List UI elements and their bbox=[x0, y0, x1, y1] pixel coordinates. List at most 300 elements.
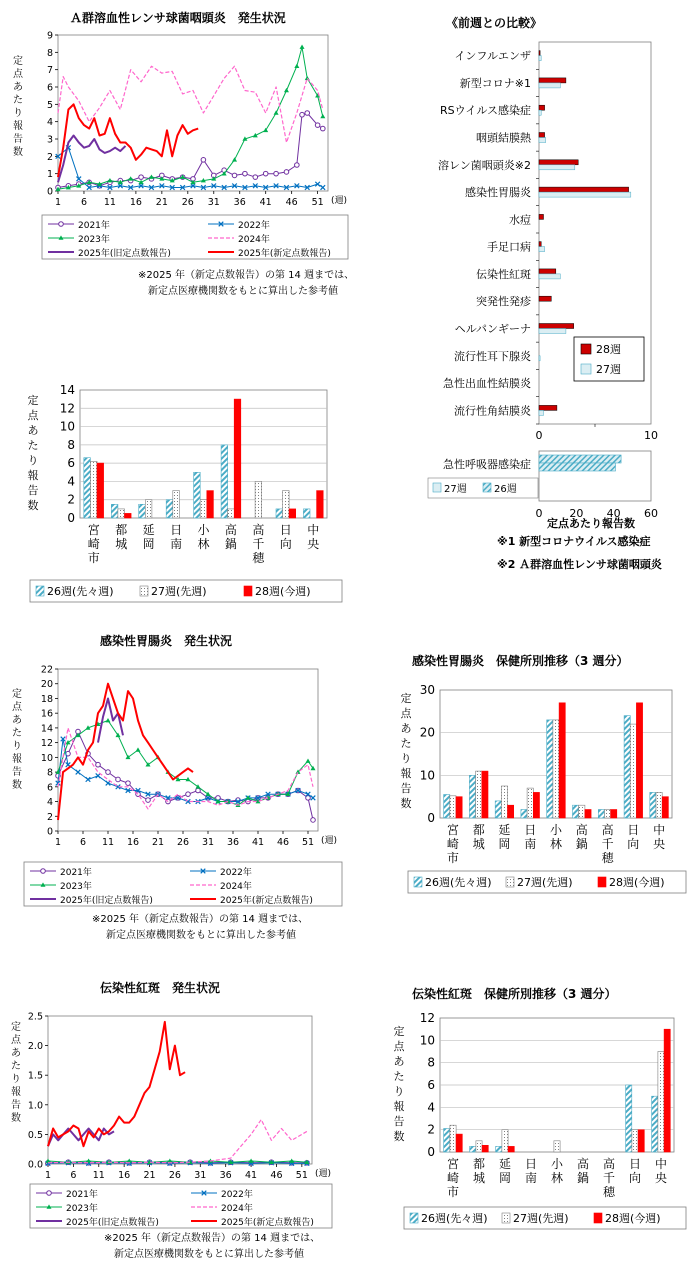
bar-3 bbox=[508, 1146, 514, 1152]
bar-27 bbox=[539, 329, 566, 334]
series-line-3 bbox=[58, 47, 323, 189]
y-axis-label-char: 数 bbox=[11, 1113, 21, 1124]
category-label-char: 延 bbox=[498, 823, 511, 837]
series-point-1 bbox=[186, 792, 191, 797]
bar-2 bbox=[502, 1130, 508, 1152]
x-tick-label: 16 bbox=[129, 197, 142, 208]
x-tick-label: 26 bbox=[181, 197, 194, 208]
legend-swatch bbox=[140, 586, 148, 596]
series-point-3 bbox=[294, 64, 299, 68]
disease-label: インフルエンザ bbox=[454, 49, 531, 63]
y-tick-label: 20 bbox=[419, 725, 435, 740]
bar-2 bbox=[579, 805, 585, 818]
ari-label: 急性呼吸器感染症 bbox=[443, 458, 531, 471]
legend-label: 28週(今週) bbox=[609, 876, 665, 889]
y-tick-label: 8 bbox=[46, 47, 53, 59]
bar-2 bbox=[200, 500, 207, 518]
bar-3 bbox=[97, 463, 104, 518]
bar-1 bbox=[521, 810, 527, 819]
x-axis-unit: (週) bbox=[321, 836, 338, 846]
category-label-char: 林 bbox=[549, 837, 563, 851]
bar-3 bbox=[289, 509, 296, 518]
x-tick-label: 40 bbox=[606, 507, 621, 520]
category-label-char: 日 bbox=[627, 823, 640, 837]
y-axis-label-char: 告 bbox=[400, 782, 412, 795]
y-axis-label-char: り bbox=[393, 1085, 405, 1098]
bar-3 bbox=[456, 797, 462, 818]
bar-2 bbox=[90, 461, 97, 518]
y-tick-label: 6 bbox=[67, 456, 75, 471]
legend-label: 2025年(旧定点数報告) bbox=[66, 1218, 159, 1228]
x-tick-label: 31 bbox=[194, 1170, 207, 1181]
y-axis-label-char: り bbox=[12, 741, 22, 752]
bar-1 bbox=[496, 1146, 502, 1152]
footnote-line: ※2025 年（新定点数報告）の第 14 週までは、 bbox=[138, 270, 355, 281]
y-tick-label: 2 bbox=[67, 492, 75, 507]
x-tick-label: 21 bbox=[143, 1170, 156, 1181]
y-tick-label: 2 bbox=[46, 811, 53, 823]
plot-frame bbox=[80, 390, 327, 518]
bar-1 bbox=[470, 1146, 476, 1152]
x-tick-label: 51 bbox=[301, 837, 315, 848]
category-label-char: 南 bbox=[524, 837, 537, 851]
bar-3 bbox=[533, 792, 539, 818]
series-line-4 bbox=[58, 728, 313, 809]
y-axis-label-char: 告 bbox=[11, 1100, 21, 1111]
y-tick-label: 12 bbox=[419, 1011, 435, 1025]
y-axis-label-char: 数 bbox=[27, 499, 39, 512]
legend-label: 27週(先週) bbox=[151, 585, 207, 598]
y-axis-label-char: り bbox=[400, 752, 412, 765]
disease-label: 咽頭結膜熱 bbox=[476, 131, 531, 145]
bar-3 bbox=[207, 491, 214, 518]
x-tick-label: 36 bbox=[219, 1170, 232, 1181]
category-label-char: 日 bbox=[170, 523, 183, 537]
y-tick-label: 2 bbox=[427, 1122, 435, 1137]
series-point-3 bbox=[274, 110, 279, 114]
bar-1 bbox=[444, 1129, 450, 1153]
series-point-1 bbox=[116, 777, 121, 782]
legend-label: 28週 bbox=[596, 343, 621, 356]
series-point-1 bbox=[305, 111, 310, 116]
legend-label: 27週 bbox=[596, 363, 621, 376]
category-label-char: 高 bbox=[601, 823, 614, 837]
y-axis-label-char: あ bbox=[400, 722, 412, 735]
y-axis-label-char: た bbox=[11, 1061, 21, 1072]
legend-marker bbox=[59, 222, 64, 227]
legend-swatch bbox=[581, 364, 591, 374]
legend-label: 28週(今週) bbox=[605, 1212, 661, 1225]
legend-label: 2021年 bbox=[60, 868, 92, 878]
chart-title: 感染性胃腸炎 保健所別推移（3 週分） bbox=[412, 654, 629, 668]
series-point-1 bbox=[126, 781, 131, 786]
y-tick-label: 30 bbox=[419, 683, 435, 697]
disease-label: 感染性胃腸炎 bbox=[465, 186, 531, 200]
legend-label: 2024年 bbox=[220, 882, 252, 892]
bar-3 bbox=[585, 810, 591, 819]
legend-swatch bbox=[433, 483, 441, 492]
bar-28 bbox=[539, 187, 629, 192]
category-label-char: 高 bbox=[252, 523, 265, 537]
category-label-char: 小 bbox=[549, 823, 563, 837]
y-tick-label: 0 bbox=[427, 811, 435, 825]
y-tick-label: 1.5 bbox=[27, 1070, 43, 1082]
y-axis-label-char: り bbox=[13, 108, 23, 119]
bar-27 bbox=[539, 56, 541, 61]
series-point-3 bbox=[284, 88, 289, 92]
bar-28 bbox=[539, 405, 557, 410]
footnote-line: 新定点医療機関数をもとに算出した参考値 bbox=[148, 286, 338, 297]
chart-title: 伝染性紅斑 発生状況 bbox=[100, 981, 221, 995]
bar-3 bbox=[662, 797, 668, 818]
y-axis-label-char: た bbox=[12, 728, 22, 739]
y-axis-label-char: あ bbox=[11, 1048, 21, 1059]
y-axis-label-char: 点 bbox=[393, 1040, 405, 1053]
category-label-char: 穂 bbox=[252, 551, 265, 565]
bar-27 bbox=[539, 274, 560, 279]
bar-1 bbox=[652, 1096, 658, 1152]
bar-27 bbox=[539, 192, 631, 197]
y-tick-label: 4 bbox=[46, 117, 53, 129]
category-label-char: 城 bbox=[115, 537, 128, 551]
bar-28 bbox=[539, 133, 545, 138]
x-tick-label: 46 bbox=[276, 837, 290, 848]
bar-1 bbox=[650, 792, 656, 818]
disease-label: 流行性角結膜炎 bbox=[454, 404, 531, 418]
y-axis-label-char: 点 bbox=[27, 409, 39, 422]
y-axis-label-char: 告 bbox=[393, 1115, 405, 1128]
category-label-char: 小 bbox=[550, 1157, 564, 1171]
legend-label: 2021年 bbox=[78, 221, 110, 231]
legend-label: 2025年(旧定点数報告) bbox=[60, 896, 153, 906]
series-point-1 bbox=[243, 171, 248, 176]
legend-label: 2025年(新定点数報告) bbox=[238, 249, 331, 259]
y-axis-label-char: あ bbox=[12, 715, 22, 726]
bar-3 bbox=[317, 491, 324, 518]
bar-2 bbox=[450, 1125, 456, 1152]
legend-label: 2023年 bbox=[60, 882, 92, 892]
legend-label: 26週(先々週) bbox=[421, 1212, 488, 1225]
category-label-char: 崎 bbox=[446, 1171, 460, 1185]
series-point-3 bbox=[106, 718, 111, 722]
series-point-1 bbox=[321, 126, 326, 131]
category-label-char: 崎 bbox=[446, 837, 459, 851]
bar-1 bbox=[624, 716, 630, 818]
x-tick-label: 10 bbox=[644, 429, 658, 442]
bar-1 bbox=[111, 504, 118, 518]
category-label-char: 南 bbox=[170, 537, 183, 551]
y-axis-label-char: 報 bbox=[12, 754, 22, 765]
category-label-char: 岡 bbox=[142, 537, 155, 551]
bar-2 bbox=[283, 491, 290, 518]
category-label-char: 央 bbox=[307, 537, 320, 551]
y-tick-label: 7 bbox=[46, 65, 53, 77]
x-tick-label: 36 bbox=[233, 197, 246, 208]
y-tick-label: 0.5 bbox=[27, 1129, 43, 1141]
bar-27 bbox=[539, 356, 540, 361]
category-label-char: 都 bbox=[472, 1157, 486, 1171]
y-axis-label-char: 告 bbox=[27, 484, 39, 497]
y-axis-label-char: あ bbox=[13, 82, 23, 93]
y-axis-label-char: 報 bbox=[13, 121, 23, 132]
y-tick-label: 10 bbox=[40, 752, 53, 764]
category-label-char: 央 bbox=[654, 1171, 668, 1185]
x-tick-label: 46 bbox=[270, 1170, 283, 1181]
chart-title: 《前週との比較》 bbox=[445, 16, 543, 30]
bar-2 bbox=[630, 724, 636, 818]
x-tick-label: 1 bbox=[54, 837, 62, 848]
category-label-char: 千 bbox=[252, 537, 265, 551]
y-tick-label: 4 bbox=[67, 474, 75, 489]
y-tick-label: 1.0 bbox=[27, 1100, 43, 1112]
bar-3 bbox=[234, 399, 241, 518]
bar-28 bbox=[539, 242, 541, 247]
legend-swatch bbox=[502, 1213, 510, 1223]
disease-label: 流行性耳下腺炎 bbox=[454, 349, 531, 363]
bar-28 bbox=[539, 78, 566, 83]
bar-2 bbox=[228, 509, 235, 518]
series-point-2 bbox=[321, 185, 326, 190]
x-tick-label: 31 bbox=[201, 837, 215, 848]
series-point-1 bbox=[274, 171, 279, 176]
series-point-3 bbox=[263, 128, 268, 132]
x-tick-label: 0 bbox=[535, 507, 543, 520]
disease-label: RSウイルス感染症 bbox=[440, 104, 531, 118]
category-label-char: 市 bbox=[87, 551, 100, 565]
x-tick-label: 41 bbox=[251, 837, 265, 848]
footnote-line: ※2025 年（新定点数報告）の第 14 週までは、 bbox=[104, 1233, 321, 1244]
series-line-5 bbox=[58, 136, 126, 183]
category-label-char: 向 bbox=[627, 837, 640, 851]
bar-2 bbox=[173, 491, 180, 518]
y-tick-label: 0 bbox=[427, 1145, 435, 1159]
bar-2 bbox=[554, 1141, 560, 1152]
footnote-line: 新定点医療機関数をもとに算出した参考値 bbox=[114, 1249, 304, 1260]
series-point-2 bbox=[315, 182, 320, 187]
x-tick-label: 20 bbox=[569, 507, 584, 520]
series-point-2 bbox=[76, 770, 81, 775]
bar-1 bbox=[194, 472, 201, 518]
y-tick-label: 0 bbox=[46, 186, 53, 198]
series-point-1 bbox=[311, 818, 316, 823]
y-axis-label-char: 数 bbox=[13, 147, 23, 158]
bar-3 bbox=[611, 810, 617, 819]
bar-27 bbox=[539, 110, 541, 115]
legend-label: 2025年(新定点数報告) bbox=[220, 896, 313, 906]
x-tick-label: 16 bbox=[126, 837, 140, 848]
footnote-line: 新定点医療機関数をもとに算出した参考値 bbox=[106, 930, 296, 941]
category-label-char: 日 bbox=[628, 1157, 642, 1171]
legend-label: 2022年 bbox=[220, 868, 252, 878]
legend-label: 2022年 bbox=[238, 221, 270, 231]
ari-bar-26 bbox=[539, 463, 616, 471]
x-tick-label: 0 bbox=[535, 429, 543, 442]
y-axis-label-char: 報 bbox=[27, 469, 39, 482]
disease-label: ヘルパンギーナ bbox=[454, 322, 531, 336]
y-axis-label-char: 点 bbox=[400, 707, 412, 720]
y-tick-label: 0 bbox=[46, 826, 53, 838]
y-tick-label: 10 bbox=[59, 419, 75, 434]
category-label-char: 高 bbox=[575, 823, 588, 837]
x-axis-unit: (週) bbox=[331, 196, 348, 206]
bar-2 bbox=[658, 1052, 664, 1153]
legend-label: 2021年 bbox=[66, 1190, 98, 1200]
x-tick-label: 11 bbox=[103, 197, 116, 208]
y-tick-label: 4 bbox=[427, 1100, 435, 1115]
series-point-1 bbox=[295, 163, 300, 168]
series-point-1 bbox=[146, 798, 151, 803]
bar-3 bbox=[636, 703, 642, 818]
bar-2 bbox=[656, 792, 662, 818]
y-axis-label-char: 数 bbox=[393, 1130, 405, 1143]
x-tick-label: 21 bbox=[155, 197, 168, 208]
bar-28 bbox=[539, 269, 556, 274]
bar-1 bbox=[303, 509, 310, 518]
bar-28 bbox=[539, 324, 574, 329]
x-tick-label: 16 bbox=[118, 1170, 131, 1181]
category-label-char: 都 bbox=[472, 823, 485, 837]
legend-label: 2025年(新定点数報告) bbox=[221, 1218, 314, 1228]
legend-swatch bbox=[598, 877, 606, 887]
bar-28 bbox=[539, 105, 545, 110]
x-axis-unit: (週) bbox=[315, 1169, 332, 1179]
x-tick-label: 1 bbox=[44, 1170, 52, 1181]
footnote: ※1 新型コロナウイルス感染症 bbox=[497, 535, 651, 548]
bar-1 bbox=[626, 1085, 632, 1152]
category-label-char: 中 bbox=[307, 523, 320, 537]
category-label-char: 鍋 bbox=[576, 1171, 590, 1185]
series-point-3 bbox=[66, 740, 71, 744]
bar-3 bbox=[125, 513, 132, 518]
legend-label: 26週(先々週) bbox=[47, 585, 114, 598]
bar-28 bbox=[539, 296, 551, 301]
series-line-1 bbox=[58, 732, 313, 820]
bar-3 bbox=[508, 805, 514, 818]
bar-3 bbox=[482, 771, 488, 818]
y-tick-label: 2 bbox=[46, 151, 53, 163]
category-label-char: 央 bbox=[653, 837, 666, 851]
bar-2 bbox=[118, 509, 125, 518]
category-label-char: 林 bbox=[197, 537, 210, 551]
y-axis-label-char: 告 bbox=[12, 767, 22, 778]
series-point-2 bbox=[86, 777, 91, 782]
y-axis-label-char: り bbox=[27, 454, 39, 467]
category-label-char: 高 bbox=[224, 523, 237, 537]
bar-2 bbox=[527, 788, 533, 818]
series-line-4 bbox=[48, 1120, 307, 1163]
footnote-line: ※2025 年（新定点数報告）の第 14 週までは、 bbox=[92, 914, 309, 925]
x-tick-label: 26 bbox=[176, 837, 190, 848]
category-label-char: 日 bbox=[524, 1157, 538, 1171]
y-axis-label-char: た bbox=[400, 737, 412, 750]
legend-label: 26週 bbox=[494, 484, 517, 495]
disease-label: 溶レン菌咽頭炎※2 bbox=[438, 158, 531, 172]
y-tick-label: 14 bbox=[59, 383, 75, 397]
x-tick-label: 6 bbox=[80, 197, 87, 208]
category-label-char: 向 bbox=[628, 1171, 642, 1185]
legend-swatch bbox=[36, 586, 44, 596]
bar-3 bbox=[638, 1130, 644, 1152]
bar-2 bbox=[450, 796, 456, 818]
series-line-6 bbox=[58, 104, 198, 177]
category-label-char: 城 bbox=[472, 1171, 486, 1185]
y-tick-label: 4 bbox=[46, 797, 53, 809]
category-label-char: 城 bbox=[472, 837, 485, 851]
category-label-char: 高 bbox=[602, 1157, 616, 1171]
series-point-1 bbox=[253, 175, 258, 180]
legend-swatch bbox=[581, 344, 591, 354]
y-tick-label: 16 bbox=[40, 708, 53, 720]
bar-1 bbox=[444, 795, 450, 819]
y-axis-label-char: 定 bbox=[400, 692, 412, 705]
y-axis-label-char: 数 bbox=[12, 780, 22, 791]
bar-3 bbox=[664, 1029, 670, 1152]
y-axis-label-char: 点 bbox=[13, 69, 23, 80]
bar-2 bbox=[632, 1130, 638, 1152]
series-point-1 bbox=[96, 762, 101, 767]
legend-label: 2024年 bbox=[238, 235, 270, 245]
legend-swatch bbox=[594, 1213, 602, 1223]
disease-label: 突発性発疹 bbox=[476, 295, 531, 309]
y-axis-label-char: 点 bbox=[12, 702, 22, 713]
category-label-char: 穂 bbox=[601, 851, 614, 865]
series-point-1 bbox=[139, 175, 144, 180]
bar-1 bbox=[495, 801, 501, 818]
y-tick-label: 14 bbox=[40, 723, 53, 735]
category-label-char: 宮 bbox=[446, 1157, 460, 1171]
legend-label: 2024年 bbox=[221, 1204, 253, 1214]
y-tick-label: 8 bbox=[46, 767, 53, 779]
y-tick-label: 3 bbox=[46, 134, 53, 146]
legend-marker bbox=[47, 1191, 52, 1196]
category-label-char: 都 bbox=[115, 523, 128, 537]
series-point-1 bbox=[196, 788, 201, 793]
legend-swatch bbox=[506, 877, 514, 887]
legend-label: 27週(先週) bbox=[513, 1212, 569, 1225]
category-label-char: 岡 bbox=[498, 837, 511, 851]
category-label-char: 日 bbox=[524, 823, 537, 837]
series-point-3 bbox=[306, 758, 311, 762]
bar-2 bbox=[255, 481, 262, 518]
category-label-char: 鍋 bbox=[575, 837, 588, 851]
x-tick-label: 11 bbox=[92, 1170, 105, 1181]
legend-label: 27週 bbox=[444, 484, 467, 495]
y-axis-label-char: 定 bbox=[11, 1022, 21, 1033]
y-axis-label-char: 報 bbox=[393, 1100, 405, 1113]
series-point-1 bbox=[300, 112, 305, 117]
x-tick-label: 51 bbox=[295, 1170, 308, 1181]
y-tick-label: 22 bbox=[40, 664, 53, 676]
series-point-3 bbox=[126, 755, 131, 759]
series-point-3 bbox=[320, 114, 325, 118]
bar-1 bbox=[84, 458, 91, 518]
legend-swatch bbox=[483, 483, 491, 492]
category-label-char: 南 bbox=[524, 1171, 538, 1185]
legend-label: 2022年 bbox=[221, 1190, 253, 1200]
series-point-1 bbox=[232, 173, 237, 178]
category-label-char: 中 bbox=[653, 823, 666, 837]
category-label-char: 向 bbox=[279, 537, 292, 551]
y-tick-label: 9 bbox=[46, 30, 53, 42]
series-point-3 bbox=[206, 792, 211, 796]
legend-label: 2023年 bbox=[78, 235, 110, 245]
bar-27 bbox=[539, 165, 575, 170]
category-label-char: 日 bbox=[279, 523, 292, 537]
category-label-char: 林 bbox=[550, 1171, 564, 1185]
y-tick-label: 10 bbox=[419, 1033, 435, 1048]
bar-27 bbox=[539, 138, 546, 143]
disease-label: 伝染性紅斑 bbox=[476, 267, 531, 281]
